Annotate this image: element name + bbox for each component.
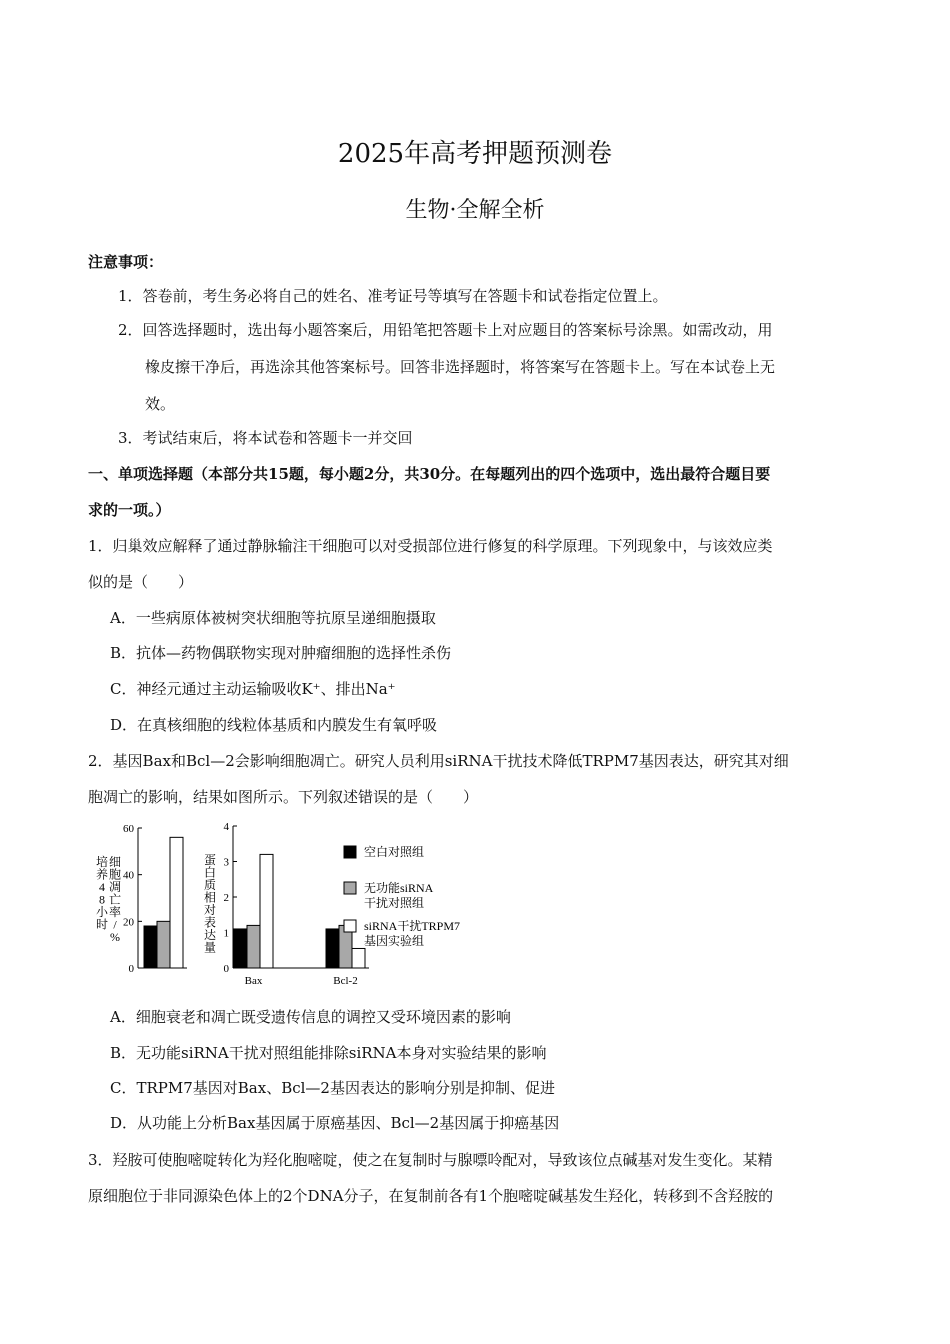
chart-1-ylabel-char: 养 <box>95 867 109 882</box>
q3-stem-cont: 原细胞位于非同源染色体上的2个DNA分子，在复制前各有1个胞嘧啶碱基发生羟化，转移到不含羟胺的 <box>88 1187 774 1205</box>
chart-2-tick-label: 3 <box>223 856 229 869</box>
chart-2-bar <box>326 929 339 968</box>
chart-2-ylabel-char: 表 <box>203 915 217 930</box>
chart-1-ylabel-char: 8 <box>99 892 105 907</box>
legend-swatch <box>344 882 356 894</box>
legend-swatch <box>344 846 356 858</box>
chart-1-tick-label: 20 <box>123 916 134 929</box>
chart-1-ylabel-char: 细 <box>108 855 122 869</box>
page-title: 2025年高考押题预测卷 <box>337 139 613 169</box>
notice-item-2-cont2: 效。 <box>145 395 176 413</box>
q1-stem: 1．归巢效应解释了通过静脉输注干细胞可以对受损部位进行修复的科学原理。下列现象中，与该效应类 <box>88 537 773 555</box>
q2-stem-cont: 胞凋亡的影响，结果如图所示。下列叙述错误的是（ ） <box>88 788 479 806</box>
chart-2-bar <box>352 948 365 968</box>
chart-2-bar <box>247 925 260 968</box>
q2-option-d: D．从功能上分析Bax基因属于原癌基因、Bcl—2基因属于抑癌基因 <box>110 1114 560 1132</box>
chart-1-ylabel-char: 小 <box>95 905 109 919</box>
chart-2-ylabel-char: 量 <box>203 940 217 955</box>
q1-option-b: B．抗体—药物偶联物实现对肿瘤细胞的选择性杀伤 <box>110 644 452 662</box>
notice-item-3: 3．考试结束后，将本试卷和答题卡一并交回 <box>118 429 413 447</box>
notice-item-2: 2．回答选择题时，选出每小题答案后，用铅笔把答题卡上对应题目的答案标号涂黑。如需改动，用 <box>118 321 773 339</box>
q1-option-d: D．在真核细胞的线粒体基质和内膜发生有氧呼吸 <box>110 716 438 734</box>
q3-stem: 3．羟胺可使胞嘧啶转化为羟化胞嘧啶，使之在复制时与腺嘌呤配对，导致该位点碱基对发生变化。某精 <box>88 1151 773 1169</box>
legend-label: 无功能siRNA <box>364 881 434 895</box>
q1-stem-cont: 似的是（ ） <box>88 573 194 591</box>
chart-1-ylabel-char: 胞 <box>108 867 122 882</box>
notice-item-1: 1．答卷前，考生务必将自己的姓名、准考证号等填写在答题卡和试卷指定位置上。 <box>118 287 668 305</box>
chart-1-tick-label: 60 <box>123 823 134 835</box>
chart-2-ylabel-char: 蛋 <box>203 853 217 867</box>
section-heading: 一、单项选择题（本部分共15题，每小题2分，共30分。在每题列出的四个选项中，选出最符合题目要 <box>88 465 771 483</box>
chart-1-ylabel-char: % <box>110 930 120 944</box>
q2-option-b: B．无功能siRNA干扰对照组能排除siRNA本身对实验结果的影响 <box>110 1044 547 1062</box>
legend-label: siRNA干扰TRPM7 <box>364 919 461 933</box>
q1-option-c: C．神经元通过主动运输吸收K⁺、排出Na⁺ <box>110 680 396 698</box>
chart-1-ylabel-char: 凋 <box>108 880 122 894</box>
q2-option-a: A．细胞衰老和凋亡既受遗传信息的调控又受环境因素的影响 <box>110 1008 511 1026</box>
chart-2-ylabel-char: 白 <box>203 865 217 880</box>
chart-2-tick-label: 2 <box>223 892 229 904</box>
chart-2-tick-label: 0 <box>223 963 229 975</box>
page-subtitle: 生物·全解全析 <box>405 198 545 223</box>
chart-1-bar <box>157 921 170 968</box>
chart-2-tick-label: 1 <box>223 927 229 940</box>
chart-1-bar <box>170 837 183 968</box>
chart-2-ylabel-char: 相 <box>203 890 217 905</box>
chart-1-tick-label: 40 <box>123 869 134 882</box>
chart-1-ylabel-char: 亡 <box>108 892 122 907</box>
chart-2-ylabel-char: 质 <box>203 878 217 892</box>
chart-1-ylabel-char: 培 <box>95 855 109 869</box>
chart-1-bar <box>144 926 157 968</box>
chart-2-bar <box>234 929 247 968</box>
q2-stem: 2．基因Bax和Bcl—2会影响细胞凋亡。研究人员利用siRNA干扰技术降低TRPM7基因表达，研究其对细 <box>88 752 789 770</box>
chart-1-ylabel-char: 率 <box>108 905 122 919</box>
chart-1-ylabel-char: / <box>113 917 117 932</box>
chart-2-ylabel-char: 达 <box>203 928 217 942</box>
chart-2-bar <box>260 854 273 968</box>
chart-2-category-label: Bax <box>244 975 263 986</box>
chart-1-tick-label: 0 <box>128 963 134 975</box>
notice-item-2-cont: 橡皮擦干净后，再选涂其他答案标号。回答非选择题时，将答案写在答题卡上。写在本试卷上无 <box>145 358 776 376</box>
notice-heading: 注意事项： <box>88 253 164 271</box>
legend-label: 干扰对照组 <box>364 896 425 910</box>
legend-label: 基因实验组 <box>364 934 425 948</box>
q2-figure <box>88 816 488 991</box>
q2-bar-charts <box>88 816 488 986</box>
chart-2-ylabel-char: 对 <box>203 903 217 917</box>
legend-swatch <box>344 920 356 932</box>
legend-label: 空白对照组 <box>364 845 425 859</box>
q2-option-c: C．TRPM7基因对Bax、Bcl—2基因表达的影响分别是抑制、促进 <box>110 1079 555 1097</box>
section-heading-cont: 求的一项。） <box>88 501 171 519</box>
q1-option-a: A．一些病原体被树突状细胞等抗原呈递细胞摄取 <box>110 609 436 627</box>
chart-2-tick-label: 4 <box>223 821 229 833</box>
chart-1-ylabel-char: 4 <box>99 880 105 894</box>
chart-2-category-label: Bcl-2 <box>333 975 358 986</box>
chart-1-ylabel-char: 时 <box>95 917 109 932</box>
